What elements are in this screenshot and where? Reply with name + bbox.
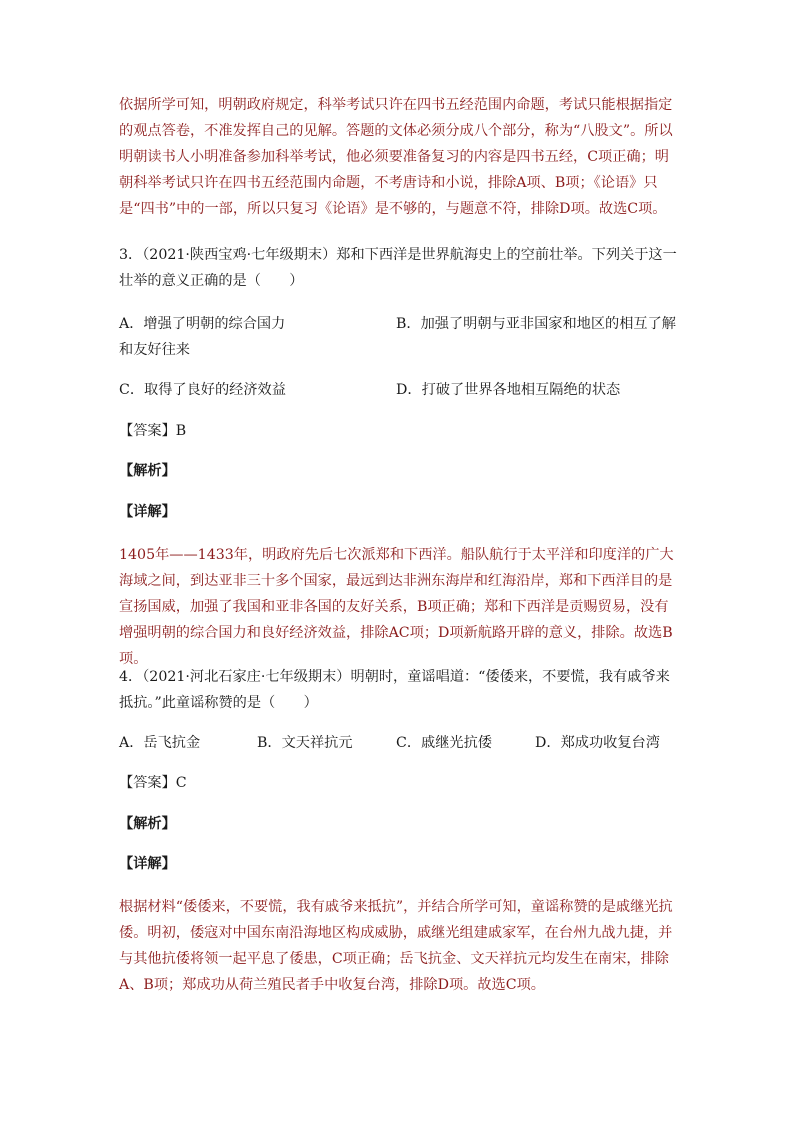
q4-stem: 4．（2021·河北石家庄·七年级期末）明朝时，童谣唱道：“倭倭来，不要慌，我有戚爷来抵抗。”此童谣称赞的是（ ）	[119, 669, 670, 711]
q3-detail-label: 【详解】	[119, 504, 176, 520]
q4-option-a: A．岳飞抗金	[119, 735, 201, 751]
q3-analysis-label: 【解析】	[119, 463, 176, 479]
q4-option-d: D．郑成功收复台湾	[535, 735, 660, 751]
q4-option-c: C．戚继光抗倭	[396, 735, 492, 751]
q3-answer: 【答案】B	[119, 423, 187, 439]
q4-explanation: 根据材料“倭倭来，不要慌，我有戚爷来抵抗”，并结合所学可知，童谣称赞的是戚继光抗倭。明初，倭寇对中国东南沿海地区构成威胁，戚继光组建戚家军，在台州九战九捷，并与其他抗倭将领一起平息了倭患，C项正确；岳飞抗金、文天祥抗元均发生在南宋，排除A、B项；郑成功从荷兰殖民者手中收复台湾，排除D项。故选C项。	[119, 899, 673, 993]
q4-option-b: B．文天祥抗元	[257, 735, 353, 751]
q3-option-b-continued: 和友好往来	[119, 342, 190, 358]
q4-detail-label: 【详解】	[119, 856, 176, 872]
q4-analysis-label: 【解析】	[119, 816, 176, 832]
q3-option-c: C．取得了良好的经济效益	[119, 382, 286, 398]
q3-option-a: A．增强了明朝的综合国力	[119, 316, 286, 332]
q3-stem: 3．（2021·陕西宝鸡·七年级期末）郑和下西洋是世界航海史上的空前壮举。下列关于这一壮举的意义正确的是（ ）	[119, 247, 677, 289]
q3-option-b: B．加强了明朝与亚非国家和地区的相互了解	[396, 316, 676, 332]
q3-option-d: D．打破了世界各地相互隔绝的状态	[396, 382, 621, 398]
q4-answer: 【答案】C	[119, 775, 187, 791]
q3-explanation: 1405年——1433年，明政府先后七次派郑和下西洋。船队航行于太平洋和印度洋的广大海域之间，到达亚非三十多个国家，最远到达非洲东海岸和红海沿岸，郑和下西洋目的是宣扬国威，加强了我国和亚非各国的友好关系，B项正确；郑和下西洋是贡赐贸易，没有增强明朝的综合国力和良好经济效益，排除AC项；D项新航路开辟的意义，排除。故选B项。	[119, 547, 674, 667]
q2-explanation: 依据所学可知，明朝政府规定，科举考试只许在四书五经范围内命题，考试只能根据指定的观点答卷，不准发挥自己的见解。答题的文体必须分成八个部分，称为“八股文”。所以明朝读书人小明准备参加科举考试，他必须要准备复习的内容是四书五经，C项正确；明朝科举考试只许在四书五经范围内命题，不考唐诗和小说，排除A项、B项；《论语》只是“四书”中的一部，所以只复习《论语》是不够的，与题意不符，排除D项。故选C项。	[119, 97, 673, 217]
